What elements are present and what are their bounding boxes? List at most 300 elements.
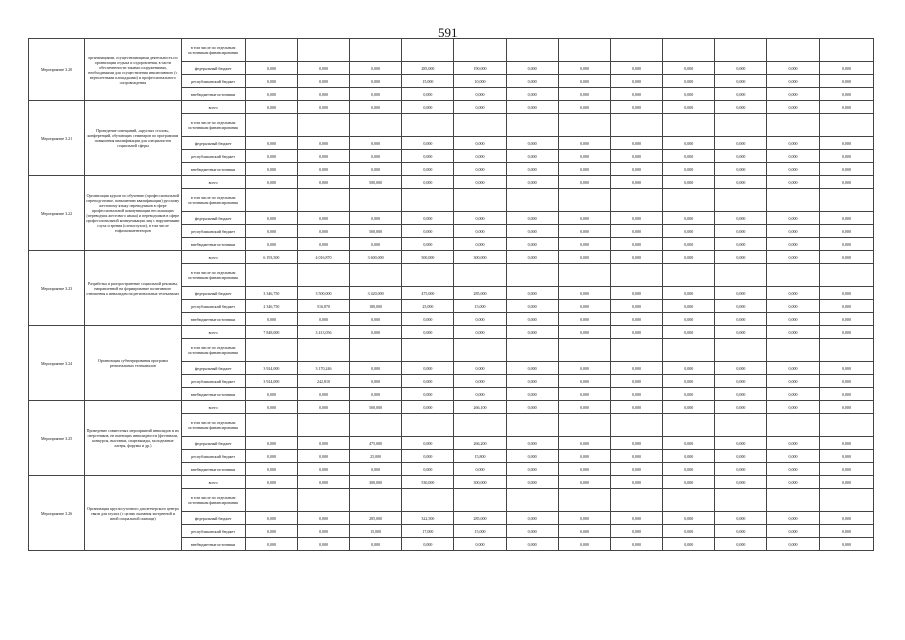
amount-cell — [506, 339, 558, 362]
amount-cell: 0,000 — [402, 150, 454, 163]
amount-cell: 0,000 — [663, 251, 715, 264]
amount-cell: 0,000 — [558, 225, 610, 238]
amount-cell: 0,000 — [245, 238, 297, 251]
table-row — [29, 476, 874, 489]
amount-cell: 0,000 — [558, 150, 610, 163]
amount-cell: 0,000 — [506, 137, 558, 150]
funding-source: в том числе по отдельным источникам финансирования — [181, 114, 245, 137]
amount-cell: 0,000 — [610, 62, 662, 75]
amount-cell: 500,000 — [350, 176, 402, 189]
amount-cell: 0,000 — [454, 388, 506, 401]
amount-cell: 0,000 — [610, 362, 662, 375]
amount-cell: 0,000 — [663, 88, 715, 101]
amount-cell: 0,000 — [767, 401, 819, 414]
amount-cell — [819, 414, 873, 437]
amount-cell — [767, 264, 819, 287]
amount-cell — [663, 339, 715, 362]
amount-cell: 300,000 — [454, 251, 506, 264]
amount-cell: 0,000 — [715, 137, 767, 150]
measure-description: организациями, осуществляющими деятельность по организации отдыха и оздоровления, в части обеспеченности такими сооружениями, необходимыми для осуществления инклюзивного (с вертолетными площадками) и профессионального сопровождения — [85, 39, 181, 101]
amount-cell: 0,000 — [819, 88, 873, 101]
amount-cell: 0,000 — [245, 401, 297, 414]
amount-cell: 0,000 — [715, 437, 767, 450]
amount-cell: 4 016,870 — [297, 251, 349, 264]
amount-cell: 0,000 — [245, 225, 297, 238]
table-row — [29, 251, 874, 264]
amount-cell: 0,000 — [506, 463, 558, 476]
amount-cell: 0,000 — [245, 313, 297, 326]
amount-cell: 0,000 — [506, 313, 558, 326]
amount-cell: 0,000 — [297, 75, 349, 88]
amount-cell — [350, 189, 402, 212]
amount-cell: 0,000 — [767, 225, 819, 238]
amount-cell: 0,000 — [610, 437, 662, 450]
amount-cell: 0,000 — [663, 450, 715, 463]
amount-cell — [819, 39, 873, 62]
funding-source: федеральный бюджет — [181, 512, 245, 525]
funding-source: внебюджетные источники — [181, 88, 245, 101]
amount-cell: 0,000 — [663, 225, 715, 238]
amount-cell: 0,000 — [245, 163, 297, 176]
amount-cell: 0,000 — [819, 463, 873, 476]
amount-cell — [663, 414, 715, 437]
amount-cell — [663, 39, 715, 62]
amount-cell — [245, 114, 297, 137]
amount-cell: 0,000 — [663, 375, 715, 388]
amount-cell: 0,000 — [506, 437, 558, 450]
amount-cell: 0,000 — [610, 212, 662, 225]
funding-source: в том числе по отдельным источникам финансирования — [181, 489, 245, 512]
amount-cell: 0,000 — [350, 375, 402, 388]
amount-cell — [454, 114, 506, 137]
amount-cell: 0,000 — [558, 238, 610, 251]
amount-cell — [350, 264, 402, 287]
amount-cell: 0,000 — [819, 375, 873, 388]
amount-cell: 0,000 — [454, 101, 506, 114]
amount-cell: 0,000 — [245, 437, 297, 450]
table-row — [29, 326, 874, 339]
amount-cell: 0,000 — [297, 525, 349, 538]
amount-cell: 0,000 — [610, 401, 662, 414]
amount-cell: 0,000 — [402, 362, 454, 375]
amount-cell: 0,000 — [506, 225, 558, 238]
amount-cell: 0,000 — [350, 137, 402, 150]
funding-source: внебюджетные источники — [181, 388, 245, 401]
amount-cell — [506, 489, 558, 512]
funding-source: в том числе по отдельным источникам финансирования — [181, 339, 245, 362]
amount-cell — [506, 39, 558, 62]
amount-cell — [767, 489, 819, 512]
amount-cell: 0,000 — [610, 313, 662, 326]
amount-cell: 0,000 — [715, 401, 767, 414]
amount-cell: 0,000 — [506, 476, 558, 489]
amount-cell: 0,000 — [715, 313, 767, 326]
amount-cell: 0,000 — [558, 176, 610, 189]
amount-cell: 0,000 — [506, 300, 558, 313]
amount-cell: 0,000 — [715, 450, 767, 463]
amount-cell — [350, 339, 402, 362]
amount-cell: 0,000 — [715, 251, 767, 264]
amount-cell: 0,000 — [454, 326, 506, 339]
amount-cell: 0,000 — [558, 101, 610, 114]
amount-cell: 0,000 — [297, 538, 349, 551]
amount-cell: 0,000 — [297, 62, 349, 75]
amount-cell: 3 924,000 — [245, 362, 297, 375]
amount-cell: 0,000 — [767, 101, 819, 114]
amount-cell: 0,000 — [715, 75, 767, 88]
amount-cell: 0,000 — [506, 388, 558, 401]
amount-cell: 0,000 — [767, 88, 819, 101]
amount-cell: 0,000 — [350, 150, 402, 163]
amount-cell — [558, 489, 610, 512]
amount-cell: 0,000 — [610, 300, 662, 313]
amount-cell — [715, 189, 767, 212]
amount-cell: 0,000 — [245, 150, 297, 163]
amount-cell: 0,000 — [819, 101, 873, 114]
amount-cell — [558, 39, 610, 62]
amount-cell: 0,000 — [350, 75, 402, 88]
amount-cell: 285,000 — [454, 287, 506, 300]
amount-cell: 0,000 — [558, 463, 610, 476]
amount-cell: 2 346,750 — [245, 300, 297, 313]
amount-cell: 0,000 — [767, 300, 819, 313]
amount-cell: 0,000 — [610, 251, 662, 264]
amount-cell: 0,000 — [663, 137, 715, 150]
amount-cell — [767, 339, 819, 362]
amount-cell: 0,000 — [558, 251, 610, 264]
amount-cell: 0,000 — [715, 463, 767, 476]
amount-cell: 0,000 — [297, 512, 349, 525]
amount-cell — [402, 114, 454, 137]
amount-cell: 0,000 — [245, 101, 297, 114]
amount-cell: 0,000 — [715, 176, 767, 189]
funding-source: республиканский бюджет — [181, 150, 245, 163]
amount-cell: 300,000 — [350, 476, 402, 489]
amount-cell — [610, 414, 662, 437]
amount-cell — [819, 114, 873, 137]
amount-cell: 0,000 — [767, 313, 819, 326]
amount-cell: 0,000 — [663, 463, 715, 476]
amount-cell: 0,000 — [663, 150, 715, 163]
amount-cell: 0,000 — [506, 401, 558, 414]
amount-cell: 190,000 — [454, 62, 506, 75]
amount-cell — [297, 39, 349, 62]
amount-cell — [245, 39, 297, 62]
amount-cell: 0,000 — [767, 362, 819, 375]
amount-cell: 0,000 — [558, 163, 610, 176]
amount-cell: 0,000 — [819, 313, 873, 326]
amount-cell: 0,000 — [663, 300, 715, 313]
amount-cell — [245, 264, 297, 287]
measure-code: Мероприятие 3.24 — [29, 326, 85, 401]
measure-code: Мероприятие 3.25 — [29, 401, 85, 476]
amount-cell — [610, 114, 662, 137]
amount-cell — [402, 39, 454, 62]
amount-cell — [663, 489, 715, 512]
amount-cell: 285,000 — [402, 62, 454, 75]
funding-source: федеральный бюджет — [181, 362, 245, 375]
amount-cell: 0,000 — [350, 88, 402, 101]
amount-cell: 0,000 — [715, 476, 767, 489]
amount-cell: 0,000 — [663, 163, 715, 176]
amount-cell: 0,000 — [663, 476, 715, 489]
amount-cell: 15,000 — [402, 75, 454, 88]
amount-cell: 0,000 — [610, 538, 662, 551]
amount-cell — [245, 414, 297, 437]
amount-cell: 0,000 — [610, 463, 662, 476]
amount-cell: 0,000 — [663, 176, 715, 189]
amount-cell: 0,000 — [715, 525, 767, 538]
measure-code: Мероприятие 3.23 — [29, 251, 85, 326]
amount-cell: 0,000 — [819, 450, 873, 463]
amount-cell: 0,000 — [454, 137, 506, 150]
funding-source: в том числе по отдельным источникам финансирования — [181, 414, 245, 437]
amount-cell: 3 924,000 — [245, 375, 297, 388]
amount-cell — [558, 414, 610, 437]
amount-cell: 0,000 — [297, 313, 349, 326]
amount-cell: 0,000 — [819, 287, 873, 300]
amount-cell — [297, 414, 349, 437]
amount-cell: 0,000 — [767, 238, 819, 251]
amount-cell: 0,000 — [663, 313, 715, 326]
amount-cell — [610, 339, 662, 362]
amount-cell: 500,000 — [350, 225, 402, 238]
amount-cell: 0,000 — [245, 525, 297, 538]
amount-cell: 0,000 — [350, 101, 402, 114]
amount-cell: 0,000 — [715, 150, 767, 163]
funding-source: всего — [181, 176, 245, 189]
amount-cell: 0,000 — [402, 88, 454, 101]
amount-cell: 0,000 — [715, 375, 767, 388]
amount-cell: 0,000 — [402, 101, 454, 114]
amount-cell: 3 500,000 — [297, 287, 349, 300]
funding-source: внебюджетные источники — [181, 238, 245, 251]
amount-cell: 0,000 — [819, 476, 873, 489]
amount-cell: 0,000 — [819, 163, 873, 176]
budget-table — [28, 38, 874, 551]
amount-cell: 0,000 — [297, 450, 349, 463]
amount-cell: 0,000 — [610, 150, 662, 163]
amount-cell: 0,000 — [506, 62, 558, 75]
amount-cell: 0,000 — [819, 62, 873, 75]
amount-cell — [558, 339, 610, 362]
amount-cell: 0,000 — [767, 538, 819, 551]
amount-cell: 0,000 — [454, 463, 506, 476]
amount-cell: 0,000 — [506, 150, 558, 163]
amount-cell — [350, 114, 402, 137]
amount-cell — [610, 39, 662, 62]
amount-cell: 0,000 — [610, 287, 662, 300]
amount-cell: 0,000 — [819, 176, 873, 189]
amount-cell: 0,000 — [454, 375, 506, 388]
amount-cell: 0,000 — [767, 212, 819, 225]
amount-cell: 0,000 — [610, 176, 662, 189]
funding-source: федеральный бюджет — [181, 287, 245, 300]
amount-cell: 0,000 — [610, 238, 662, 251]
amount-cell: 0,000 — [558, 401, 610, 414]
amount-cell: 0,000 — [610, 88, 662, 101]
amount-cell — [506, 414, 558, 437]
amount-cell — [663, 189, 715, 212]
amount-cell: 0,000 — [297, 176, 349, 189]
amount-cell: 475,000 — [350, 437, 402, 450]
funding-source: федеральный бюджет — [181, 437, 245, 450]
amount-cell — [819, 489, 873, 512]
amount-cell — [297, 489, 349, 512]
amount-cell: 25,000 — [402, 300, 454, 313]
amount-cell: 285,000 — [454, 512, 506, 525]
funding-source: республиканский бюджет — [181, 525, 245, 538]
amount-cell: 0,000 — [245, 88, 297, 101]
amount-cell: 0,000 — [715, 62, 767, 75]
amount-cell: 530,000 — [402, 476, 454, 489]
table-row — [29, 401, 874, 414]
amount-cell — [715, 264, 767, 287]
amount-cell: 0,000 — [350, 362, 402, 375]
table-row — [29, 176, 874, 189]
amount-cell — [715, 39, 767, 62]
amount-cell — [767, 414, 819, 437]
amount-cell: 0,000 — [715, 88, 767, 101]
amount-cell: 0,000 — [506, 375, 558, 388]
amount-cell: 475,000 — [402, 287, 454, 300]
amount-cell: 17,000 — [402, 525, 454, 538]
amount-cell: 0,000 — [558, 313, 610, 326]
amount-cell: 0,000 — [767, 75, 819, 88]
amount-cell: 0,000 — [663, 401, 715, 414]
amount-cell: 266,100 — [454, 401, 506, 414]
amount-cell: 0,000 — [245, 512, 297, 525]
funding-source: внебюджетные источники — [181, 313, 245, 326]
amount-cell: 0,000 — [297, 88, 349, 101]
amount-cell: 0,000 — [610, 512, 662, 525]
amount-cell: 6 193,500 — [245, 251, 297, 264]
measure-code: Мероприятие 3.20 — [29, 39, 85, 101]
amount-cell: 0,000 — [297, 476, 349, 489]
measure-description: Проведение совместных мероприятий инвалидов и их сверстников, не имеющих инвалидности (фестивали, конкурсы, выставки, спартакиады, молодежные лагеря, форумы и др.) — [85, 401, 181, 476]
amount-cell — [454, 39, 506, 62]
amount-cell — [819, 339, 873, 362]
amount-cell: 0,000 — [402, 212, 454, 225]
funding-source: федеральный бюджет — [181, 212, 245, 225]
amount-cell: 0,000 — [715, 287, 767, 300]
amount-cell: 0,000 — [819, 401, 873, 414]
amount-cell: 0,000 — [402, 163, 454, 176]
amount-cell: 0,000 — [245, 476, 297, 489]
amount-cell: 0,000 — [767, 512, 819, 525]
amount-cell: 0,000 — [819, 137, 873, 150]
amount-cell: 0,000 — [245, 450, 297, 463]
amount-cell: 0,000 — [506, 287, 558, 300]
amount-cell: 0,000 — [297, 401, 349, 414]
measure-description: Разработка и распространение социальной рекламы, направленной на формирование позитивного отношения к инвалидам на региональных телеканалах — [85, 251, 181, 326]
amount-cell: 0,000 — [402, 225, 454, 238]
amount-cell — [558, 189, 610, 212]
funding-source: республиканский бюджет — [181, 450, 245, 463]
amount-cell: 0,000 — [350, 313, 402, 326]
amount-cell: 0,000 — [506, 238, 558, 251]
amount-cell: 0,000 — [558, 326, 610, 339]
amount-cell: 0,000 — [506, 88, 558, 101]
amount-cell: 0,000 — [767, 326, 819, 339]
amount-cell: 0,000 — [350, 326, 402, 339]
amount-cell: 500,000 — [402, 251, 454, 264]
amount-cell: 0,000 — [558, 450, 610, 463]
amount-cell: 0,000 — [506, 75, 558, 88]
amount-cell: 0,000 — [245, 62, 297, 75]
amount-cell: 0,000 — [402, 375, 454, 388]
amount-cell: 0,000 — [402, 538, 454, 551]
amount-cell: 0,000 — [506, 525, 558, 538]
amount-cell: 0,000 — [767, 450, 819, 463]
amount-cell: 0,000 — [819, 538, 873, 551]
amount-cell — [454, 489, 506, 512]
amount-cell: 3 413,056 — [297, 326, 349, 339]
amount-cell — [297, 114, 349, 137]
amount-cell — [715, 114, 767, 137]
amount-cell: 0,000 — [402, 176, 454, 189]
amount-cell: 0,000 — [819, 362, 873, 375]
amount-cell: 0,000 — [610, 450, 662, 463]
amount-cell: 0,000 — [610, 326, 662, 339]
amount-cell: 0,000 — [506, 212, 558, 225]
page-number: 591 — [438, 25, 458, 40]
amount-cell: 0,000 — [819, 212, 873, 225]
amount-cell — [402, 339, 454, 362]
amount-cell: 0,000 — [610, 137, 662, 150]
funding-source: республиканский бюджет — [181, 75, 245, 88]
amount-cell: 0,000 — [297, 150, 349, 163]
funding-source: всего — [181, 326, 245, 339]
amount-cell: 0,000 — [715, 101, 767, 114]
table-row — [29, 101, 874, 114]
amount-cell: 0,000 — [558, 512, 610, 525]
amount-cell: 500,000 — [350, 401, 402, 414]
amount-cell: 0,000 — [663, 326, 715, 339]
amount-cell: 285,000 — [350, 512, 402, 525]
measure-description: Проведение совещаний, «круглых столов», конференций, обучающих семинаров по программам повышения квалификации для специалистов социальной сферы — [85, 101, 181, 176]
amount-cell — [767, 114, 819, 137]
amount-cell: 0,000 — [454, 88, 506, 101]
amount-cell: 0,000 — [558, 362, 610, 375]
amount-cell: 0,000 — [819, 437, 873, 450]
amount-cell — [506, 114, 558, 137]
amount-cell — [715, 414, 767, 437]
amount-cell: 0,000 — [350, 62, 402, 75]
amount-cell: 0,000 — [402, 137, 454, 150]
amount-cell: 0,000 — [663, 62, 715, 75]
amount-cell: 0,000 — [245, 75, 297, 88]
amount-cell: 0,000 — [663, 362, 715, 375]
amount-cell — [767, 39, 819, 62]
amount-cell: 0,000 — [715, 512, 767, 525]
amount-cell: 0,000 — [558, 212, 610, 225]
amount-cell: 0,000 — [610, 101, 662, 114]
amount-cell: 3 346,750 — [245, 287, 297, 300]
measure-code: Мероприятие 3.22 — [29, 176, 85, 251]
funding-source: республиканский бюджет — [181, 300, 245, 313]
amount-cell: 0,000 — [663, 101, 715, 114]
amount-cell: 0,000 — [610, 75, 662, 88]
measure-code: Мероприятие 3.21 — [29, 101, 85, 176]
funding-source: в том числе по отдельным источникам финансирования — [181, 264, 245, 287]
amount-cell: 266,200 — [454, 437, 506, 450]
amount-cell: 0,000 — [402, 401, 454, 414]
amount-cell: 0,000 — [297, 101, 349, 114]
funding-source: всего — [181, 476, 245, 489]
amount-cell: 0,000 — [715, 388, 767, 401]
amount-cell — [297, 339, 349, 362]
